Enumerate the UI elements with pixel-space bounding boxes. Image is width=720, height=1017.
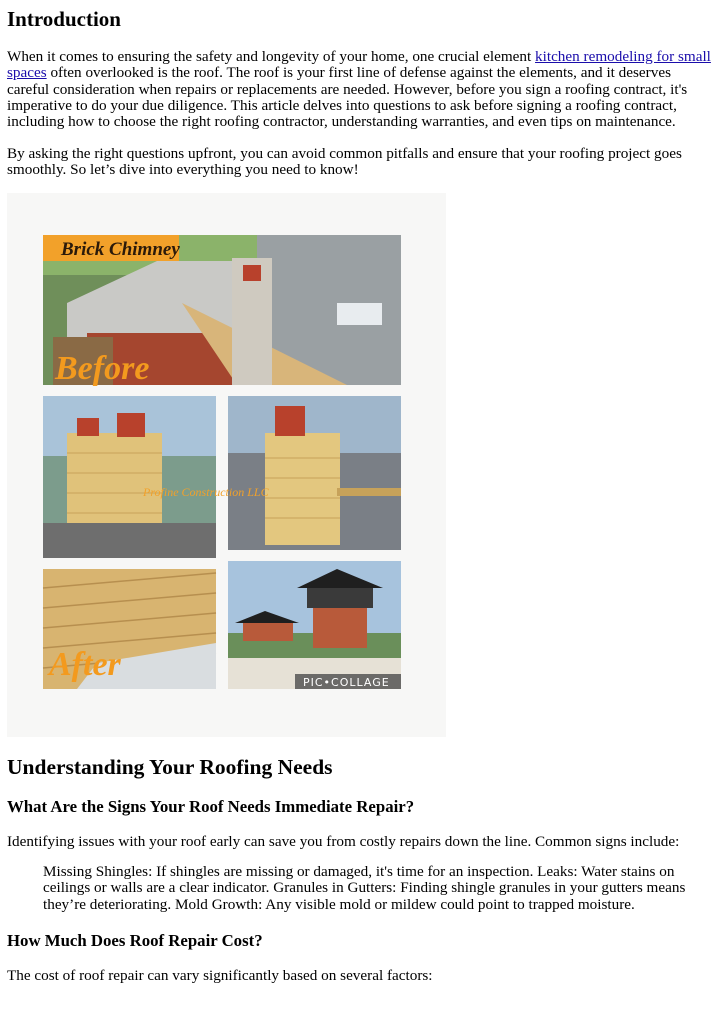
watermark-text: Profine Construction LLC — [143, 485, 269, 499]
chimney-before-after-image — [7, 193, 446, 737]
intro-text-after: often overlooked is the roof. The roof is your first line of defense against the elements, and it deserves careful consideration when repairs or replacements are needed. However, before you sign a roofing contract, it's imperative to do your due diligence. This article delves into questions to ask before signing a roofing contract, including how to choose the right roofing contractor, understanding warranties, and even tips on maintenance. — [7, 64, 688, 131]
intro-text-before: When it comes to ensuring the safety and longevity of your home, one crucial element — [7, 48, 536, 65]
repair-signs-list — [43, 864, 715, 913]
intro-paragraph-2: By asking the right questions upfront, you can avoid common pitfalls and ensure that your roofing project goes smoothly. So let’s dive into everything you need to know! — [7, 145, 682, 179]
pic-collage-badge: PIC•COLLAGE — [303, 676, 390, 689]
subheading-repair-cost: How Much Does Roof Repair Cost? — [7, 931, 263, 950]
intro-paragraph-1 — [7, 49, 713, 130]
bottom-right-photo — [228, 561, 401, 689]
repair-signs-paragraph: Identifying issues with your roof early can save you from costly repairs down the line. Common signs include: — [7, 833, 680, 850]
middle-left-photo — [43, 396, 216, 558]
middle-right-photo — [228, 396, 401, 550]
repair-cost-paragraph: The cost of roof repair can vary significantly based on several factors: — [7, 967, 433, 984]
intro-heading: Introduction — [7, 7, 121, 31]
section-heading: Understanding Your Roofing Needs — [7, 755, 333, 779]
before-label: Before — [55, 350, 150, 387]
after-label: After — [49, 646, 121, 683]
brick-chimney-label: Brick Chimney — [61, 239, 180, 260]
subheading-repair-signs: What Are the Signs Your Roof Needs Immediate Repair? — [7, 797, 415, 816]
kitchen-remodeling-link[interactable]: kitchen remodeling for small spaces — [7, 48, 711, 82]
repair-signs-text: Missing Shingles: If shingles are missing or damaged, it's time for an inspection. Leaks: Water stains on ceilings or walls are a clear indicator. Granules in Gutters: Finding shingle granules in your gutters means they’re deteriorating. Mold Growth: Any visible mold or mildew could point to trapped moisture. — [43, 863, 686, 913]
